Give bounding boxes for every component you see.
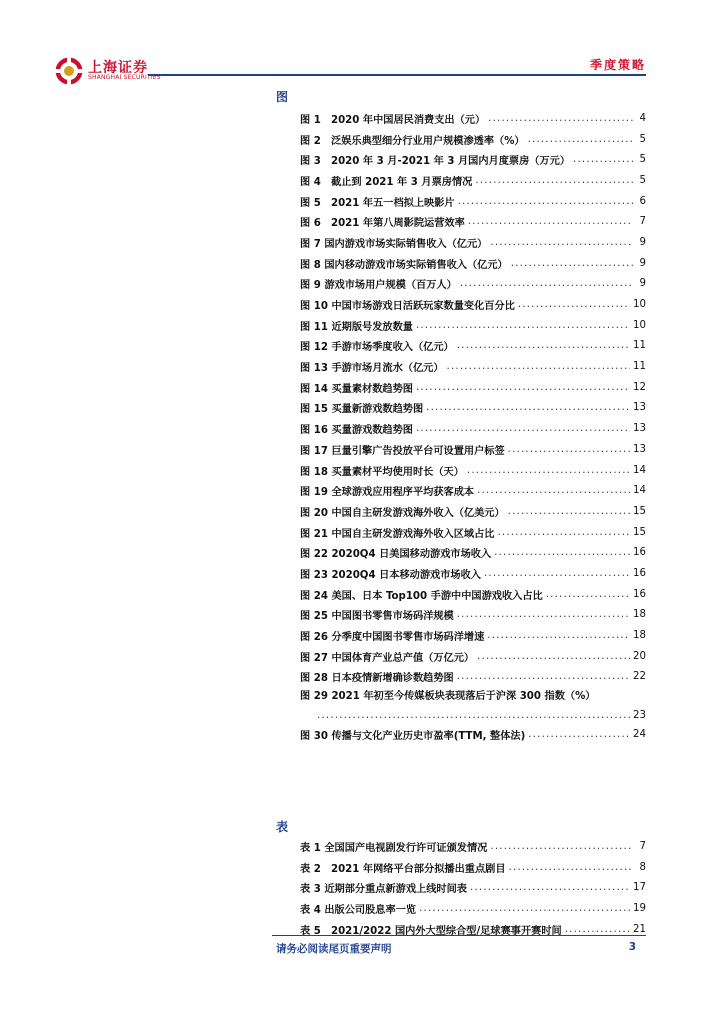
- dot-leader: [508, 506, 630, 517]
- brand-name-english: SHANGHAI SECURITIES: [88, 74, 161, 81]
- table-entry-page-number: 21: [633, 924, 646, 936]
- figure-entry-page-number: 15: [633, 526, 646, 538]
- figure-entry-label: 图 21 中国自主研发游戏海外收入区域占比: [300, 528, 495, 540]
- figure-entry-label: 图 4 截止到 2021 年 3 月票房情况: [300, 176, 473, 188]
- dot-leader: [467, 465, 630, 476]
- table-entry[interactable]: [300, 878, 646, 899]
- figure-entry[interactable]: [300, 211, 646, 232]
- dot-leader: [518, 299, 630, 310]
- dot-leader: [470, 882, 630, 893]
- figure-entry-page-number: 14: [633, 485, 646, 497]
- figure-entry[interactable]: [300, 418, 646, 439]
- dot-leader: [546, 589, 630, 600]
- figure-entry[interactable]: [300, 625, 646, 646]
- header-divider: [148, 74, 646, 76]
- figure-entry-page-number: 23: [633, 710, 646, 722]
- dot-leader: [477, 651, 630, 662]
- figure-entry-page-number: 22: [633, 671, 646, 683]
- dot-leader: [565, 924, 630, 935]
- figure-entry-page-number: 13: [633, 423, 646, 435]
- figure-entry-page-number: 16: [633, 588, 646, 600]
- dot-leader: [457, 609, 630, 620]
- figure-entry[interactable]: [300, 294, 646, 315]
- figure-entry-label: 图 8 国内移动游戏市场实际销售收入（亿元）: [300, 259, 508, 271]
- figure-entry-page-number: 20: [633, 650, 646, 662]
- figure-entry[interactable]: [300, 274, 646, 295]
- dot-leader: [457, 671, 630, 682]
- figure-entry[interactable]: [300, 522, 646, 543]
- figure-entry[interactable]: [300, 232, 646, 253]
- figure-entry-page-number: 10: [633, 299, 646, 311]
- figure-entry-page-number: 9: [639, 278, 646, 290]
- table-entry-label: 表 5 2021/2022 国内外大型综合型/足球赛事开赛时间: [300, 926, 562, 938]
- dot-leader: [487, 630, 630, 641]
- dot-leader: [447, 361, 631, 372]
- figure-entry-page-number: 5: [639, 154, 646, 166]
- figure-entry[interactable]: [300, 542, 646, 563]
- dot-leader: [528, 134, 633, 145]
- figure-entry[interactable]: [300, 170, 646, 191]
- figure-entry-page-number: 11: [633, 361, 646, 373]
- dot-leader: [509, 862, 633, 873]
- dot-leader: [511, 258, 633, 269]
- dot-leader: [475, 175, 633, 186]
- figure-entry[interactable]: [300, 501, 646, 522]
- figure-entry[interactable]: [300, 191, 646, 212]
- figures-heading: 图: [276, 90, 289, 104]
- figure-entry-label: 图 30 传播与文化产业历史市盈率(TTM, 整体法): [300, 731, 526, 743]
- figure-entry-page-number: 13: [633, 402, 646, 414]
- figure-entry-label: 图 17 巨量引擎广告投放平台可设置用户标签: [300, 445, 505, 457]
- figure-entry-page-number: 5: [639, 133, 646, 145]
- figure-entry-label: 图 1 2020 年中国居民消费支出（元）: [300, 114, 486, 126]
- figure-entry-label: 图 24 美国、日本 Top100 手游中中国游戏收入占比: [300, 590, 543, 602]
- figure-entry[interactable]: [300, 108, 646, 129]
- figure-entry-label: 图 19 全球游戏应用程序平均获客成本: [300, 487, 475, 499]
- dot-leader: [468, 216, 633, 227]
- figure-entry-page-number: 14: [633, 464, 646, 476]
- figure-entry-page-number: 12: [633, 381, 646, 393]
- figure-entry[interactable]: [300, 315, 646, 336]
- figure-entry[interactable]: [300, 356, 646, 377]
- figure-entry-label: 图 29 2021 年初至今传媒板块表现落后于沪深 300 指数（%）: [300, 691, 596, 703]
- figure-entry-page-number: 18: [633, 609, 646, 621]
- figure-entry[interactable]: [300, 398, 646, 419]
- table-entry-label: 表 2 2021 年网络平台部分拟播出重点剧目: [300, 863, 506, 875]
- figure-entry[interactable]: [300, 336, 646, 357]
- table-entry-label: 表 3 近期部分重点新游戏上线时间表: [300, 884, 467, 896]
- dot-leader: [458, 196, 633, 207]
- page-number: 3: [628, 941, 636, 953]
- figure-entry-label: 图 13 手游市场月流水（亿元）: [300, 363, 444, 375]
- dot-leader: [508, 444, 630, 455]
- disclaimer-note: 请务必阅读尾页重要声明: [276, 943, 392, 955]
- dot-leader: [488, 113, 633, 124]
- dot-leader: [490, 841, 633, 852]
- dot-leader: [416, 320, 630, 331]
- figure-entry[interactable]: [300, 149, 646, 170]
- table-entry-label: 表 4 出版公司股息率一览: [300, 905, 417, 917]
- figure-entry-label: 图 14 买量素材数趋势图: [300, 383, 413, 395]
- figure-entry-label: 图 12 手游市场季度收入（亿元）: [300, 342, 454, 354]
- dot-leader: [497, 527, 630, 538]
- figure-entry-label: 图 10 中国市场游戏日活跃玩家数量变化百分比: [300, 301, 515, 313]
- figure-entry-label: 图 6 2021 年第八周影院运营效率: [300, 218, 465, 230]
- figure-entry-page-number: 13: [633, 443, 646, 455]
- dot-leader: [460, 278, 633, 289]
- figure-entry-page-number: 5: [639, 174, 646, 186]
- figure-entry-label: 图 27 中国体育产业总产值（万亿元）: [300, 652, 475, 664]
- table-entry-page-number: 7: [639, 840, 646, 852]
- figure-entry-label: 图 15 买量新游戏数趋势图: [300, 404, 424, 416]
- figure-entry[interactable]: [300, 584, 646, 605]
- figure-entry[interactable]: [300, 480, 646, 501]
- figure-entry-label: 图 5 2021 年五一档拟上映影片: [300, 197, 455, 209]
- dot-leader: [477, 485, 630, 496]
- figure-entry[interactable]: [300, 377, 646, 398]
- figure-entry[interactable]: [300, 724, 646, 745]
- figure-entry[interactable]: [300, 439, 646, 460]
- dot-leader: [416, 423, 630, 434]
- dot-leader: [528, 729, 630, 740]
- figure-entry-page-number: 4: [639, 112, 646, 124]
- footer-divider: [272, 935, 646, 936]
- figure-entry-page-number: 16: [633, 547, 646, 559]
- figure-list: [300, 108, 646, 745]
- dot-leader: [457, 340, 630, 351]
- figure-entry[interactable]: [300, 687, 646, 724]
- figure-entry-page-number: 6: [639, 195, 646, 207]
- figure-entry-page-number: 11: [633, 340, 646, 352]
- figure-entry[interactable]: [300, 253, 646, 274]
- dot-leader: [419, 903, 630, 914]
- figure-entry-label: 图 3 2020 年 3 月-2021 年 3 月国内月度票房（万元）: [300, 156, 571, 168]
- figure-entry-label: 图 28 日本疫情新增确诊数趋势图: [300, 673, 454, 685]
- table-entry[interactable]: [300, 836, 646, 857]
- figure-entry[interactable]: [300, 646, 646, 667]
- figure-entry-page-number: 9: [639, 236, 646, 248]
- dot-leader: [426, 402, 630, 413]
- table-entry-page-number: 17: [633, 882, 646, 894]
- figure-entry-label: 图 9 游戏市场用户规模（百万人）: [300, 280, 457, 292]
- report-section-title: 季度策略: [589, 58, 646, 72]
- figure-entry-page-number: 18: [633, 630, 646, 642]
- figure-entry-label: 图 7 国内游戏市场实际销售收入（亿元）: [300, 238, 488, 250]
- figure-entry-page-number: 15: [633, 505, 646, 517]
- dot-leader: [573, 154, 633, 165]
- dot-leader: [416, 382, 630, 393]
- figure-entry[interactable]: [300, 460, 646, 481]
- figure-entry-label: 图 25 中国图书零售市场码洋规模: [300, 611, 454, 623]
- table-entry-page-number: 8: [639, 861, 646, 873]
- figure-entry-label: 图 26 分季度中国图书零售市场码洋增速: [300, 632, 485, 644]
- figure-entry-page-number: 10: [633, 319, 646, 331]
- dot-leader: [494, 547, 630, 558]
- figure-entry-label: 图 2 泛娱乐典型细分行业用户规模渗透率（%）: [300, 135, 525, 147]
- figure-entry[interactable]: [300, 129, 646, 150]
- figure-entry-label: 图 20 中国自主研发游戏海外收入（亿美元）: [300, 507, 505, 519]
- figure-entry-label: 图 22 2020Q4 日美国移动游戏市场收入: [300, 549, 492, 561]
- table-list: [300, 836, 646, 940]
- table-entry-label: 表 1 全国国产电视剧发行许可证颁发情况: [300, 842, 488, 854]
- dot-leader: [317, 710, 630, 721]
- figure-entry-page-number: 24: [633, 729, 646, 741]
- figure-entry-page-number: 16: [633, 567, 646, 579]
- page-header: [0, 0, 724, 90]
- table-entry[interactable]: [300, 919, 646, 940]
- shanghai-securities-logo-icon: [54, 56, 84, 86]
- figure-entry-label: 图 23 2020Q4 日本移动游戏市场收入: [300, 569, 481, 581]
- table-entry[interactable]: [300, 857, 646, 878]
- brand-name: 上海证券: [88, 60, 148, 76]
- figure-entry-page-number: 7: [639, 216, 646, 228]
- table-entry-page-number: 19: [633, 903, 646, 915]
- figure-entry-label: 图 16 买量游戏数趋势图: [300, 425, 413, 437]
- table-entry[interactable]: [300, 898, 646, 919]
- figure-entry[interactable]: [300, 605, 646, 626]
- tables-heading: 表: [276, 820, 289, 834]
- dot-leader: [490, 237, 633, 248]
- figure-entry-label: 图 18 买量素材平均使用时长（天）: [300, 466, 464, 478]
- figure-entry[interactable]: [300, 563, 646, 584]
- dot-leader: [484, 568, 630, 579]
- figure-entry[interactable]: [300, 667, 646, 688]
- figure-entry-page-number: 9: [639, 257, 646, 269]
- figure-entry-label: 图 11 近期版号发放数量: [300, 321, 413, 333]
